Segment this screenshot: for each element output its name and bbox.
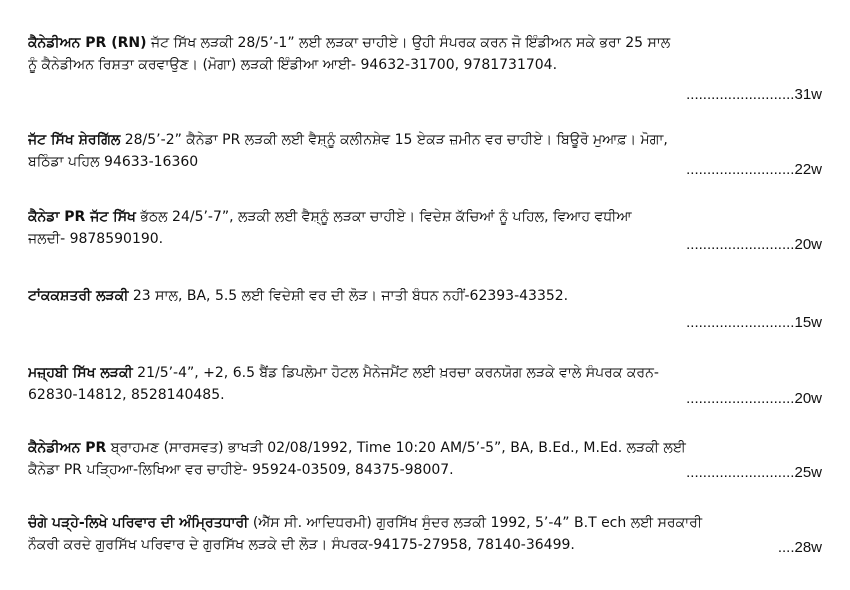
ad-line-2: ਨੌਕਰੀ ਕਰਦੇ ਗੁਰਸਿੱਖ ਪਰਿਵਾਰ ਦੇ ਗੁਰਸਿੱਖ ਲੜਕੇ ਦੀ ਲੋੜ। ਸੰਪਰਕ-94175-27958, 78140-36499. (28, 537, 575, 553)
ad-rate: ..........................31w (686, 86, 822, 103)
ad-line-2: 62830-14812, 8528140485. (28, 387, 225, 403)
ad-rate: ....28w (777, 539, 822, 556)
ad-line-1 (28, 285, 828, 307)
ad-text: 28/5’-2” ਕੈਨੇਡਾ PR ਲੜਕੀ ਲਈ ਵੈਸ਼੍ਨੂੰ ਕਲੀਨਸ਼ੇਵ 15 ਏਕੜ ਜ਼ਮੀਨ ਵਰ ਚਾਹੀਏ। ਬਿਊਰੋ ਮੁਆਫ਼। ਮੋਗਾ, (120, 132, 668, 148)
ad-line-1 (28, 512, 828, 534)
ad-line-2: ਬਠਿੰਡਾ ਪਹਿਲ 94633-16360 (28, 154, 199, 170)
classified-ad-4 (28, 285, 828, 331)
classified-ad-1 (28, 32, 828, 103)
ad-heading: ਕੈਨੇਡਾ PR ਜੱਟ ਸਿੱਖ (28, 209, 136, 225)
ad-text: 23 ਸਾਲ, BA, 5.5 ਲਈ ਵਿਦੇਸ਼ੀ ਵਰ ਦੀ ਲੋੜ। ਜਾਤੀ ਬੰਧਨ ਨਹੀਂ-62393-43352. (128, 288, 569, 304)
classified-ad-6 (28, 437, 828, 481)
ad-text: ਜੱਟ ਸਿੱਖ ਲੜਕੀ 28/5’-1” ਲਈ ਲੜਕਾ ਚਾਹੀਏ। ਉਹੀ ਸੰਪਰਕ ਕਰਨ ਜੋ ਇੰਡੀਅਨ ਸਕੇ ਭਰਾ 25 ਸਾਲ (146, 35, 671, 51)
ad-heading: ਚੰਗੇ ਪੜ੍ਹੇ-ਲਿਖੇ ਪਰਿਵਾਰ ਦੀ ਅੰਮ੍ਰਿਤਧਾਰੀ (28, 515, 249, 531)
ad-line-2: ਕੈਨੇਡਾ PR ਪੜ੍ਹਿਆ-ਲਿਖਿਆ ਵਰ ਚਾਹੀਏ- 95924-03509, 84375-98007. (28, 462, 454, 478)
ad-heading: ਜੱਟ ਸਿੱਖ ਸ਼ੇਰਗਿੱਲ (28, 132, 121, 148)
ad-rate: ..........................22w (686, 161, 822, 178)
ad-rate: ..........................25w (686, 464, 822, 481)
ad-rate: ..........................20w (686, 390, 822, 407)
ad-rate: ..........................20w (686, 236, 822, 253)
ad-line-1 (28, 206, 828, 228)
ad-heading: ਟਾਂਕਕਸ਼ਤਰੀ ਲੜਕੀ (28, 288, 129, 304)
ad-line-1 (28, 32, 828, 54)
ad-text: ਭੱਠਲ 24/5’-7”, ਲੜਕੀ ਲਈ ਵੈਸ਼੍ਨੂੰ ਲੜਕਾ ਚਾਹੀਏ। ਵਿਦੇਸ਼ ਕੱਚਿਆਂ ਨੂੰ ਪਹਿਲ, ਵਿਆਹ ਵਧੀਆ (135, 209, 632, 225)
ad-rate: ..........................15w (686, 314, 822, 331)
ad-text: (ਐੱਸ ਸੀ. ਆਦਿਧਰਮੀ) ਗੁਰਸਿੱਖ ਸੁੰਦਰ ਲੜਕੀ 1992, 5’-4” B.T ech ਲਈ ਸਰਕਾਰੀ (248, 515, 703, 531)
ad-line-1 (28, 362, 828, 384)
ad-line-2: ਜਲਦੀ- 9878590190. (28, 231, 164, 247)
ad-heading: ਕੈਨੇਡੀਅਨ PR (28, 440, 107, 456)
ad-text: ਬ੍ਰਾਹਮਣ (ਸਾਰਸਵਤ) ਭਾਖੜੀ 02/08/1992, Time 10:20 AM/5’-5”, BA, B.Ed., M.Ed. ਲੜਕੀ ਲਈ (106, 440, 686, 456)
ad-line-1 (28, 437, 828, 459)
classified-ad-5 (28, 362, 828, 406)
ad-line-1 (28, 129, 828, 151)
classified-ad-7 (28, 512, 828, 556)
classified-ad-3 (28, 206, 828, 253)
classified-ad-2 (28, 129, 828, 178)
ad-heading: ਮਜ਼੍ਹਬੀ ਸਿੱਖ ਲੜਕੀ (28, 365, 133, 381)
ad-heading: ਕੈਨੇਡੀਅਨ PR (RN) (28, 35, 147, 51)
ad-line-2: ਨੂੰ ਕੈਨੇਡੀਅਨ ਰਿਸ਼ਤਾ ਕਰਵਾਉਣ। (ਮੋਗਾ) ਲੜਕੀ ਇੰਡੀਆ ਆਈ- 94632-31700, 9781731704. (28, 57, 558, 73)
ad-text: 21/5’-4”, +2, 6.5 ਬੈਂਡ ਡਿਪਲੋਮਾ ਹੋਟਲ ਮੈਨੇਜਮੈਂਟ ਲਈ ਖ਼ਰਚਾ ਕਰਨਯੋਗ ਲੜਕੇ ਵਾਲੇ ਸੰਪਰਕ ਕਰਨ- (132, 365, 659, 381)
